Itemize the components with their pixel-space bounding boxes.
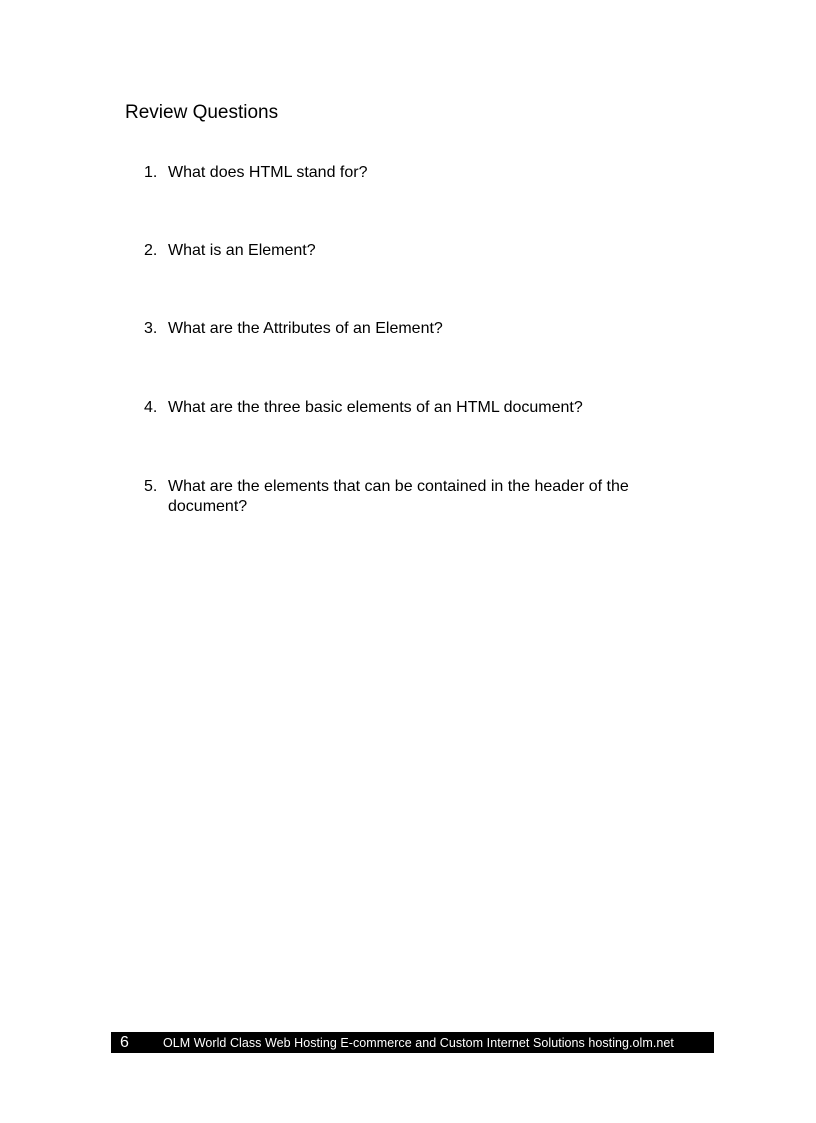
question-number: 3. — [144, 320, 158, 337]
question-text: What is an Element? — [168, 242, 316, 259]
footer-text: OLM World Class Web Hosting E-commerce and Custom Internet Solutions hosting.olm.net — [163, 1036, 674, 1050]
question-text: What are the Attributes of an Element? — [168, 320, 443, 337]
footer-bar — [111, 1032, 714, 1053]
page-title: Review Questions — [125, 102, 279, 123]
question-number: 1. — [144, 164, 158, 181]
question-item — [144, 477, 664, 517]
question-text: What are the three basic elements of an HTML document? — [168, 399, 583, 416]
question-text: What does HTML stand for? — [168, 164, 368, 181]
page-number: 6 — [120, 1034, 129, 1051]
question-item — [144, 163, 664, 183]
question-item — [144, 398, 664, 418]
question-number: 5. — [144, 478, 158, 495]
question-number: 2. — [144, 242, 158, 259]
question-item — [144, 241, 664, 261]
question-number: 4. — [144, 399, 158, 416]
question-text: What are the elements that can be contained in the header of the document? — [168, 478, 629, 515]
question-item — [144, 319, 664, 339]
